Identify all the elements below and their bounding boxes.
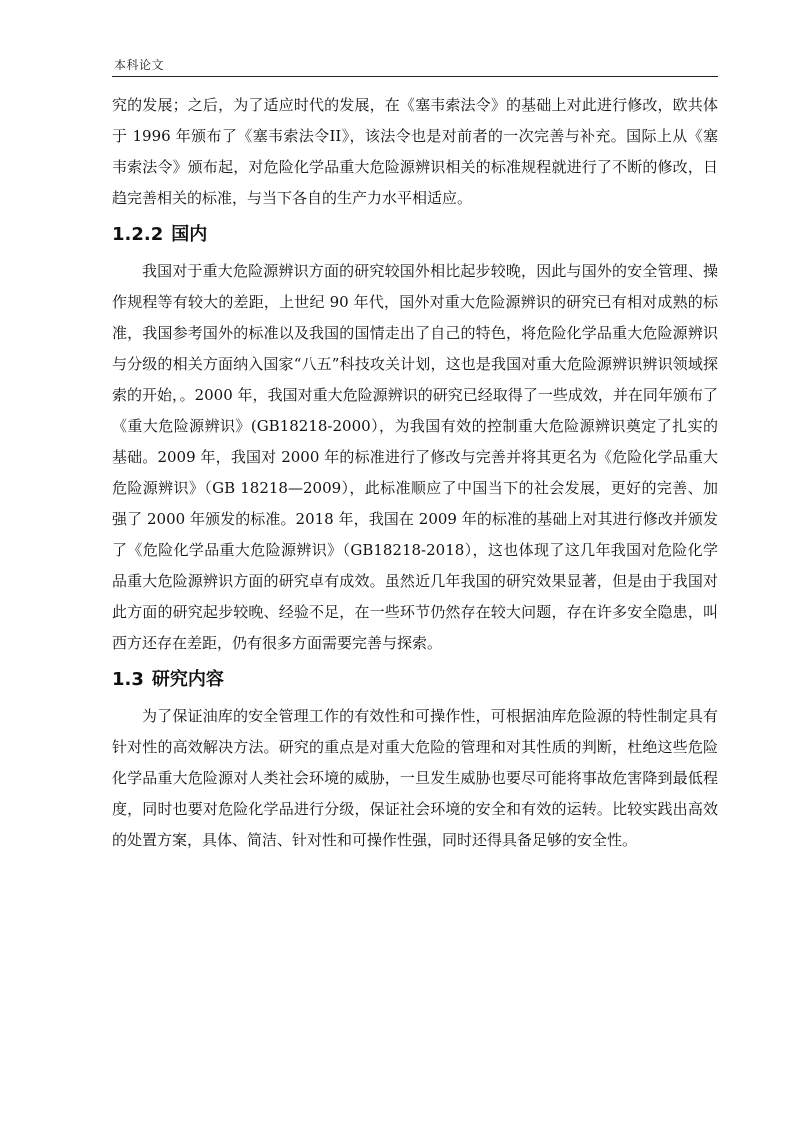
research-content-paragraph: 为了保证油库的安全管理工作的有效性和可操作性，可根据油库危险源的特性制定具有针对性的高效解决方法。研究的重点是对重大危险的管理和对其性质的判断，杜绝这些危险化学品重大危险源对人类社会环境的威胁，一旦发生威胁也要尽可能将事故危害降到最低程度，同时也要对危险化学品进行分级，保证社会环境的安全和有效的运转。比较实践出高效的处置方案，具体、简洁、针对性和可操作性强，同时还得具备足够的安全性。 [112,707,718,849]
section-number: 1.3 [112,669,144,690]
page-header [112,50,718,77]
section-number: 1.2.2 [112,224,164,245]
header-title: 本科论文 [114,58,165,72]
domestic-research-paragraph: 我国对于重大危险源辨识方面的研究较国外相比起步较晚，因此与国外的安全管理、操作规程等有较大的差距，上世纪 90 年代，国外对重大危险源辨识的研究已有相对成熟的标准，我国参考国外的标准以及我国的国情走出了自己的特色，将危险化学品重大危险源辨识与分级的相关方面纳入国家“八五”科技攻关计划，这也是我国对重大危险源辨识辨识领域探索的开始，。2000 年，我国对重大危险源辨识的研究已经取得了一些成效，并在同年颁布了《重大危险源辨识》(GB18218-2000），为我国有效的控制重大危险源辨识奠定了扎实的基础。2009 年，我国对 2000 年的标准进行了修改与完善并将其更名为《危险化学品重大危险源辨识》（GB 18218—2009），此标准顺应了中国当下的社会发展，更好的完善、加强了 2000 年颁发的标准。2018 年，我国在 2009 年的标准的基础上对其进行修改并颁发了《危险化学品重大危险源辨识》（GB18218-2018），这也体现了这几年我国对危险化学品重大危险源辨识方面的研究卓有成效。虽然近几年我国的研究效果显著，但是由于我国对此方面的研究起步较晚、经验不足，在一些环节仍然存在较大问题，存在许多安全隐患，叫西方还存在差距，仍有很多方面需要完善与探索。 [112,262,718,652]
page-body [112,90,718,856]
section-heading-1-2-2 [112,218,718,252]
section-title: 国内 [171,224,208,245]
continued-paragraph: 究的发展；之后，为了适应时代的发展，在《塞韦索法令》的基础上对此进行修改，欧共体于 1996 年颁布了《塞韦索法令II》，该法令也是对前者的一次完善与补充。国际上从《塞韦索法令》颁布起，对危险化学品重大危险源辨识相关的标准规程就进行了不断的修改，日趋完善相关的标准，与当下各自的生产力水平相适应。 [112,96,718,207]
section-heading-1-3 [112,663,718,697]
section-title: 研究内容 [151,669,224,690]
